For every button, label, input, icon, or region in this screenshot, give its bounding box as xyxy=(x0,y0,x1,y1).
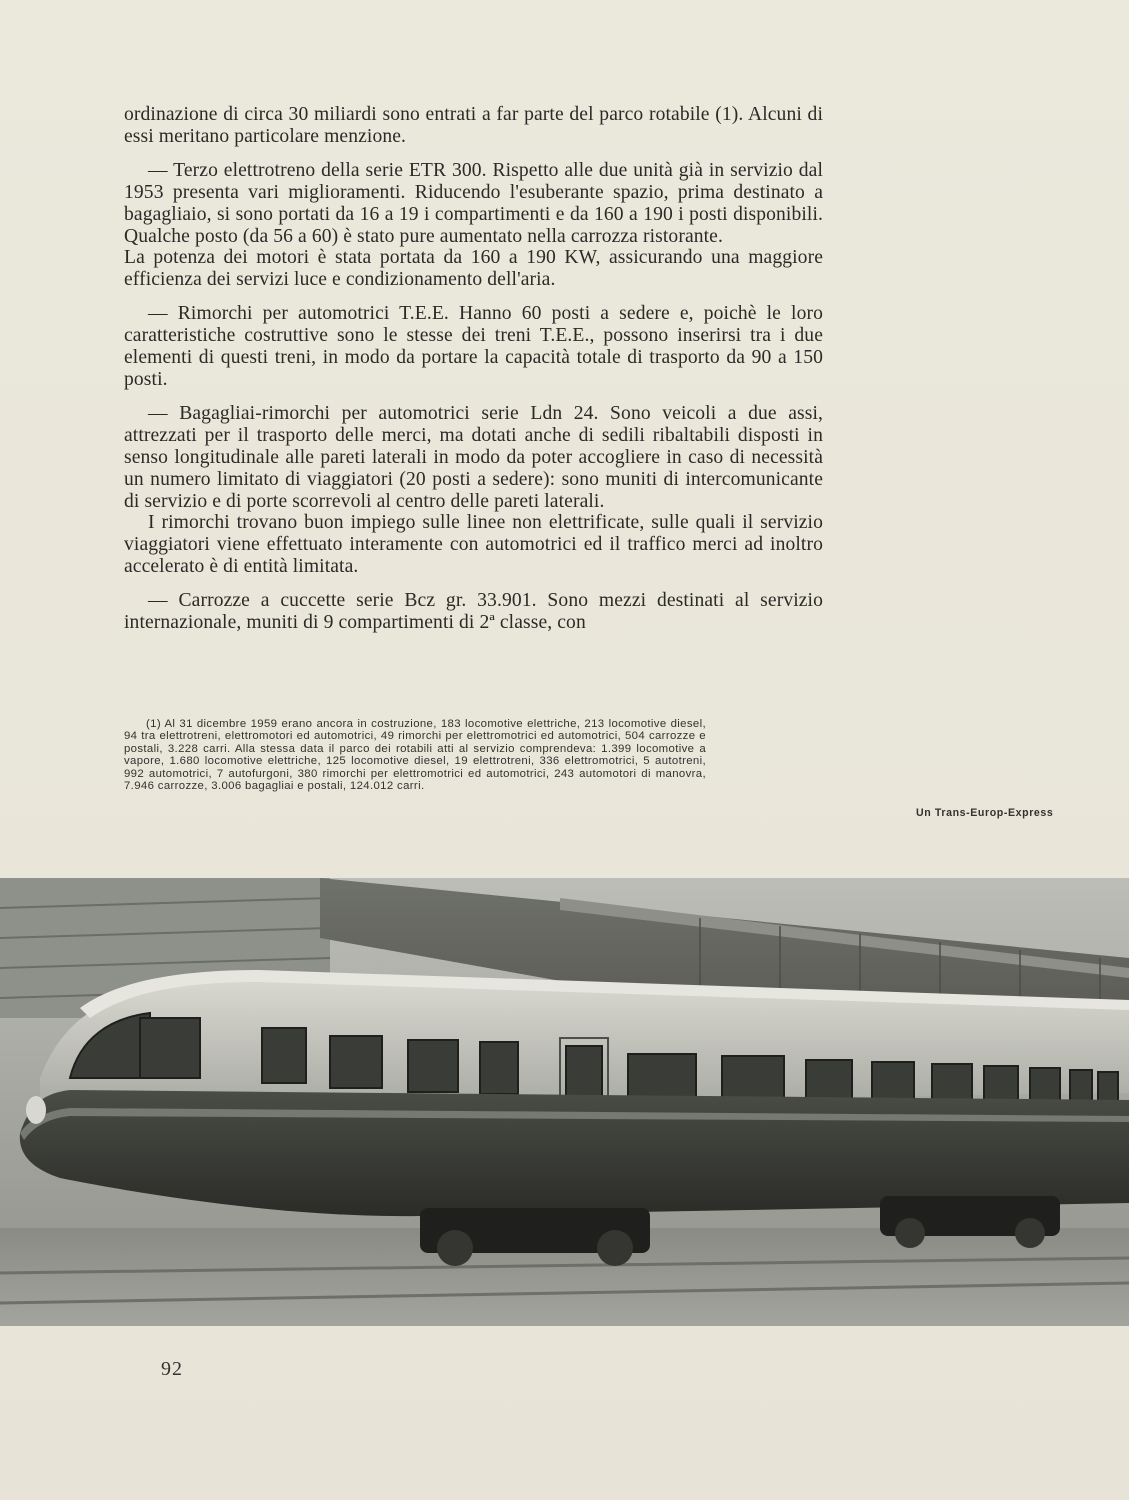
paragraph: ordinazione di circa 30 miliardi sono entrati a far parte del parco rotabile (1). Alcuni di essi meritano particolare menzione. xyxy=(124,104,823,147)
train-photo xyxy=(0,878,1129,1326)
article-body xyxy=(124,104,823,634)
paragraph: — Carrozze a cuccette serie Bcz gr. 33.901. Sono mezzi destinati al servizio internazionale, muniti di 9 compartimenti di 2ª classe, con xyxy=(124,590,823,634)
page-number: 92 xyxy=(161,1358,183,1380)
paragraph: La potenza dei motori è stata portata da 160 a 190 KW, assicurando una maggiore efficienza dei servizi luce e condizionamento dell'aria. xyxy=(124,247,823,291)
photo-caption: Un Trans-Europ-Express xyxy=(916,807,1054,819)
train-illustration xyxy=(0,878,1129,1326)
paragraph: — Terzo elettrotreno della serie ETR 300. Rispetto alle due unità già in servizio dal 1953 presenta vari miglioramenti. Riducendo l'esuberante spazio, prima destinato a bagagliaio, si sono portati da 16 a 19 i compartimenti e da 160 a 190 i posti disponibili. Qualche posto (da 56 a 60) è stato pure aumentato nella carrozza ristorante. xyxy=(124,159,823,247)
paragraph: — Rimorchi per automotrici T.E.E. Hanno 60 posti a sedere e, poichè le loro caratteristiche costruttive sono le stesse dei treni T.E.E., possono inserirsi tra i due elementi di questi treni, in modo da portare la capacità totale di trasporto da 90 a 150 posti. xyxy=(124,303,823,390)
paragraph: I rimorchi trovano buon impiego sulle linee non elettrificate, sulle quali il servizio viaggiatori viene effettuato interamente con automotrici ed il traffico merci ad inoltro accelerato è di entità limitata. xyxy=(124,512,823,578)
footnote-text: (1) Al 31 dicembre 1959 erano ancora in costruzione, 183 locomotive elettriche, 213 locomotive diesel, 94 tra elettrotreni, elettromotori ed automotrici, 49 rimorchi per elettromotrici ed automotrici, 504 carrozze e postali, 3.228 carri. Alla stessa data il parco dei rotabili atti al servizio comprendeva: 1.399 locomotive a vapore, 1.680 locomotive elettriche, 125 locomotive diesel, 19 elettrotreni, 336 elettromotrici, 5 autotreni, 992 automotrici, 7 autofurgoni, 380 rimorchi per elettromotrici ed automotrici, 243 automotori di manovra, 7.946 carrozze, 3.006 bagagliai e postali, 124.012 carri. xyxy=(124,718,706,793)
paragraph: — Bagagliai-rimorchi per automotrici serie Ldn 24. Sono veicoli a due assi, attrezzati per il trasporto delle merci, ma dotati anche di sedili ribaltabili disposti in senso longitudinale alle pareti laterali in modo da poter accogliere in caso di necessità un numero limitato di viaggiatori (20 posti a sedere): sono muniti di intercomunicante di servizio e di porte scorrevoli al centro delle pareti laterali. xyxy=(124,402,823,512)
footnote xyxy=(124,718,706,792)
